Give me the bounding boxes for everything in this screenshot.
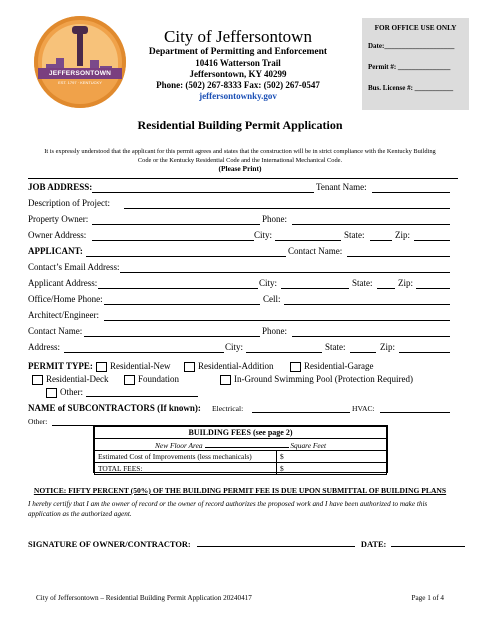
cell-input[interactable]	[284, 304, 450, 305]
city-seal-logo	[34, 16, 126, 108]
applicant-input[interactable]	[86, 256, 286, 257]
option-residential-deck: Residential-Deck	[46, 374, 109, 384]
phone-fax: Phone: (502) 267-8333 Fax: (502) 267-0547	[156, 80, 320, 90]
square-feet-label: Square Feet	[290, 440, 326, 450]
city-label: City:	[254, 230, 273, 240]
please-print: (Please Print)	[218, 164, 262, 173]
address-input[interactable]	[64, 352, 224, 353]
date-label: DATE:	[360, 540, 387, 549]
department-name: Department of Permitting and Enforcement	[148, 47, 328, 57]
fees-title: BUILDING FEES (see page 2)	[95, 427, 387, 439]
electrical-label: Electrical:	[212, 404, 244, 413]
contact-name-input[interactable]	[347, 256, 450, 257]
permit-type-label: PERMIT TYPE:	[28, 361, 93, 371]
job-address-label: JOB ADDRESS:	[28, 182, 93, 192]
office-date-field[interactable]: Date:____________________	[368, 42, 455, 50]
zip-input[interactable]	[414, 240, 450, 241]
zip-input[interactable]	[399, 352, 450, 353]
city-label: City:	[259, 278, 278, 288]
contact-name-label: Contact Name:	[28, 326, 83, 336]
footer-text: City of Jeffersontown – Residential Building Permit Application 20240417	[36, 594, 252, 602]
logo-sub-text: EST. 1797 · KENTUCKY	[58, 80, 102, 85]
option-other: Other:	[60, 387, 83, 397]
checkbox-residential-new[interactable]	[96, 362, 107, 372]
cost-row	[95, 451, 387, 463]
address-label: Address:	[28, 342, 60, 352]
contact-email-input[interactable]	[120, 272, 450, 273]
office-use-title: FOR OFFICE USE ONLY	[374, 24, 457, 32]
zip-input[interactable]	[416, 288, 450, 289]
state-label: State:	[352, 278, 373, 288]
phone-label: Phone:	[262, 326, 288, 336]
intro-statement	[40, 148, 440, 174]
option-residential-garage: Residential-Garage	[304, 361, 374, 371]
fees-title-row	[95, 427, 387, 439]
applicant-address-label: Applicant Address:	[28, 278, 98, 288]
certification-statement: I hereby certify that I am the owner of record or the owner of record authorizes the proposed work and I have been authorized to make this application as the authorized agent.	[28, 500, 428, 518]
form-title: Residential Building Permit Application	[137, 118, 343, 132]
electrical-input[interactable]	[252, 412, 350, 413]
hvac-input[interactable]	[380, 412, 450, 413]
signature-row	[28, 538, 465, 549]
phone-input[interactable]	[292, 336, 450, 337]
checkbox-foundation[interactable]	[124, 375, 135, 385]
applicant-label: APPLICANT:	[28, 246, 83, 256]
checkbox-residential-addition[interactable]	[184, 362, 195, 372]
state-label: State:	[344, 230, 365, 240]
city-label: City:	[225, 342, 244, 352]
office-permit-field[interactable]: Permit #: _______________	[368, 63, 451, 71]
tenant-name-label: Tenant Name:	[316, 182, 367, 192]
other-permit-input[interactable]	[86, 396, 198, 397]
zip-label: Zip:	[395, 230, 410, 240]
owner-address-input[interactable]	[92, 240, 254, 241]
architect-input[interactable]	[104, 320, 450, 321]
contact-name-input[interactable]	[84, 336, 260, 337]
city-name: City of Jeffersontown	[164, 27, 312, 46]
office-phone-label: Office/Home Phone:	[28, 294, 103, 304]
lamp-post	[77, 30, 83, 66]
floor-area-label: New Floor Area	[155, 440, 203, 450]
contact-name-label: Contact Name:	[288, 246, 343, 256]
floor-area-input[interactable]	[205, 440, 289, 448]
office-use-box	[362, 18, 469, 110]
zip-label: Zip:	[380, 342, 395, 352]
letterhead	[120, 28, 356, 102]
option-residential-addition: Residential-Addition	[198, 361, 274, 371]
fees-table	[94, 426, 387, 475]
signature-input[interactable]	[197, 538, 355, 547]
checkbox-residential-garage[interactable]	[290, 362, 301, 372]
state-input[interactable]	[370, 240, 392, 241]
state-label: State:	[325, 342, 346, 352]
property-owner-input[interactable]	[92, 224, 260, 225]
state-input[interactable]	[377, 288, 395, 289]
cost-input[interactable]: $	[277, 451, 387, 463]
phone-label: Phone:	[262, 214, 288, 224]
hvac-label: HVAC:	[352, 404, 375, 413]
date-input[interactable]	[391, 538, 465, 547]
cell-label: Cell:	[263, 294, 281, 304]
other-sub-label: Other:	[28, 417, 48, 426]
zip-label: Zip:	[398, 278, 413, 288]
tenant-name-input[interactable]	[372, 192, 450, 193]
description-input[interactable]	[124, 208, 450, 209]
office-phone-input[interactable]	[104, 304, 260, 305]
divider	[28, 178, 458, 179]
subcontractors-label: NAME of SUBCONTRACTORS (If known):	[28, 403, 201, 413]
option-swimming-pool: In-Ground Swimming Pool (Protection Required)	[234, 374, 413, 384]
total-label: TOTAL FEES:	[95, 463, 277, 475]
option-foundation: Foundation	[138, 374, 180, 384]
property-owner-label: Property Owner:	[28, 214, 89, 224]
job-address-input[interactable]	[92, 192, 314, 193]
owner-address-label: Owner Address:	[28, 230, 87, 240]
checkbox-swimming-pool[interactable]	[220, 375, 231, 385]
phone-input[interactable]	[292, 224, 450, 225]
description-label: Description of Project:	[28, 198, 110, 208]
total-input[interactable]: $	[277, 463, 387, 475]
city-state-zip: Jeffersontown, KY 40299	[189, 69, 287, 79]
intro-text: It is expressly understood that the applicant for this permit agrees and states that the construction will be in strict compliance with the Kentucky Building Code or the Kentucky Residential Code and the International Mechanical Code.	[44, 148, 436, 164]
checkbox-other[interactable]	[46, 388, 57, 398]
total-row	[95, 463, 387, 475]
fee-notice: NOTICE: FIFTY PERCENT (50%) OF THE BUILDING PERMIT FEE IS DUE UPON SUBMITTAL OF BUILDING PLANS	[33, 486, 447, 495]
cost-label: Estimated Cost of Improvements (less mechanicals)	[95, 451, 277, 463]
state-input[interactable]	[350, 352, 376, 353]
signature-label: SIGNATURE OF OWNER/CONTRACTOR:	[28, 540, 191, 549]
contact-email-label: Contact’s Email Address:	[28, 262, 120, 272]
floor-area-row	[95, 439, 387, 451]
page-number: Page 1 of 4	[411, 594, 444, 602]
office-license-field[interactable]: Bus. License #: ___________	[368, 84, 454, 92]
building-fees-box	[93, 425, 388, 473]
option-residential-new: Residential-New	[110, 361, 171, 371]
city-input[interactable]	[281, 288, 349, 289]
website-link[interactable]: jeffersontownky.gov	[199, 91, 277, 101]
street-address: 10416 Watterson Trail	[195, 58, 281, 68]
logo-band-text: JEFFERSONTOWN	[38, 68, 122, 79]
city-input[interactable]	[275, 240, 341, 241]
applicant-address-input[interactable]	[98, 288, 258, 289]
checkbox-residential-deck[interactable]	[32, 375, 43, 385]
architect-label: Architect/Engineer:	[28, 310, 99, 320]
city-input[interactable]	[246, 352, 322, 353]
